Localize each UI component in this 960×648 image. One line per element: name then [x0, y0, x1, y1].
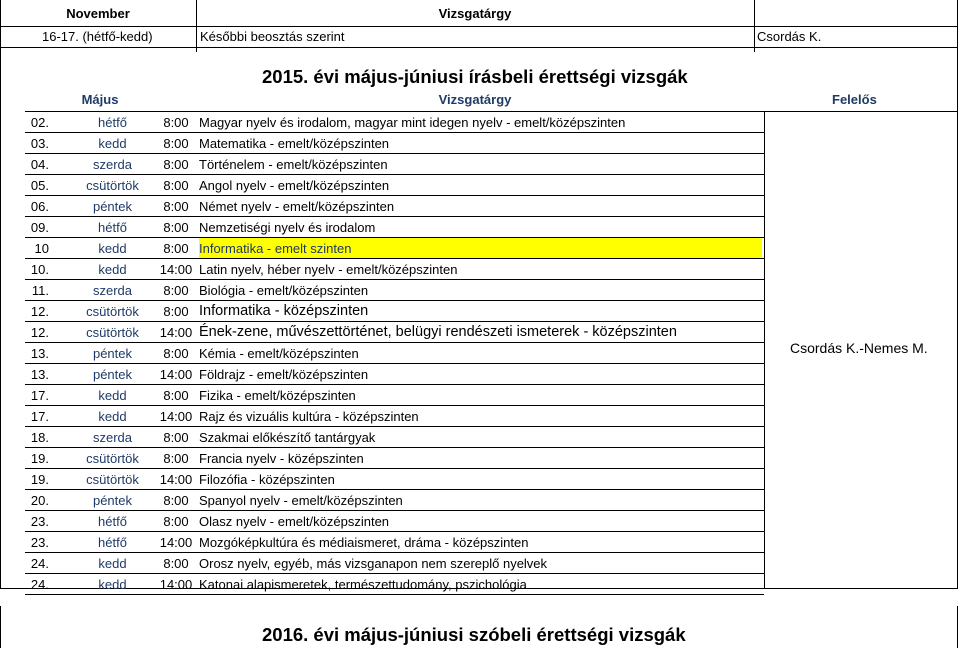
row-day: 09. [30, 220, 49, 235]
row-subject: Rajz és vizuális kultúra - középszinten [199, 409, 419, 424]
title-2015: 2015. évi május-júniusi írásbeli érettségi vizsgák [262, 66, 688, 87]
row-time: 8:00 [163, 556, 189, 571]
row-subject: Magyar nyelv és irodalom, magyar mint idegen nyelv - emelt/középszinten [199, 115, 626, 130]
col-exam: Vizsgatárgy [438, 92, 512, 107]
row-time: 8:00 [163, 283, 189, 298]
row-subject: Francia nyelv - középszinten [199, 451, 364, 466]
row-time: 8:00 [163, 430, 189, 445]
table-row [25, 406, 763, 427]
table-row [25, 112, 763, 133]
row-weekday: kedd [98, 241, 127, 256]
row-time: 14:00 [159, 535, 193, 550]
table-row [25, 133, 763, 154]
row-subject: Matematika - emelt/középszinten [199, 136, 390, 151]
row-time: 8:00 [163, 514, 189, 529]
table-row [25, 427, 763, 448]
table-row [25, 280, 763, 301]
row-weekday: péntek [92, 199, 133, 214]
header-schedule: Későbbi beosztás szerint [200, 29, 345, 44]
row-subject: Biológia - emelt/középszinten [199, 283, 369, 298]
row-day: 05. [30, 178, 49, 193]
row-subject: Filozófia - középszinten [199, 472, 335, 487]
row-time: 14:00 [159, 472, 193, 487]
row-day: 18. [30, 430, 49, 445]
header-responsible: Csordás K. [757, 29, 822, 44]
row-day: 10 [34, 241, 49, 256]
row-subject: Fizika - emelt/középszinten [199, 388, 356, 403]
table-row [25, 448, 763, 469]
row-time: 8:00 [163, 136, 189, 151]
row-weekday: hétfő [98, 514, 127, 529]
table-row [25, 511, 763, 532]
row-time: 8:00 [163, 199, 189, 214]
row-day: 11. [31, 283, 49, 298]
row-time: 8:00 [163, 241, 189, 256]
table-row [25, 238, 763, 259]
row-day: 06. [30, 199, 49, 214]
row-subject: Történelem - emelt/középszinten [199, 157, 388, 172]
border-resp-col [764, 112, 765, 588]
row-subject: Kémia - emelt/középszinten [199, 346, 359, 361]
table-row [25, 301, 763, 322]
table-row [25, 217, 763, 238]
row-weekday: kedd [98, 556, 127, 571]
row-day: 12. [30, 304, 49, 319]
row-weekday: kedd [98, 262, 127, 277]
table-row [25, 175, 763, 196]
row-weekday: szerda [92, 430, 133, 445]
row-weekday: kedd [98, 409, 127, 424]
row-time: 8:00 [163, 304, 189, 319]
row-weekday: csütörtök [86, 178, 139, 193]
row-day: 04. [30, 157, 49, 172]
row-subject: Katonai alapismeretek, természettudomány, pszichológia [199, 577, 527, 592]
row-border [25, 594, 764, 595]
row-day: 02. [30, 115, 49, 130]
table-row [25, 574, 763, 595]
header-date: 16-17. (hétfő-kedd) [42, 29, 153, 44]
table-row [25, 490, 763, 511]
header-month: November [66, 6, 130, 21]
row-time: 8:00 [163, 220, 189, 235]
row-weekday: péntek [92, 493, 133, 508]
table-row [25, 196, 763, 217]
row-weekday: szerda [92, 157, 133, 172]
row-weekday: kedd [98, 136, 127, 151]
row-time: 8:00 [163, 178, 189, 193]
table-row [25, 469, 763, 490]
row-subject: Ének-zene, művészettörténet, belügyi rendészeti ismeterek - középszinten [199, 324, 677, 340]
row-subject: Latin nyelv, héber nyelv - emelt/középszinten [199, 262, 458, 277]
row-subject: Orosz nyelv, egyéb, más vizsganapon nem szereplő nyelvek [199, 556, 548, 571]
row-day: 23. [30, 514, 49, 529]
row-day: 17. [30, 388, 49, 403]
row-subject: Szakmai előkészítő tantárgyak [199, 430, 376, 445]
row-weekday: kedd [98, 577, 127, 592]
border-left-2015 [0, 47, 1, 589]
row-subject: Földrajz - emelt/középszinten [199, 367, 369, 382]
row-day: 19. [30, 451, 49, 466]
table-row [25, 154, 763, 175]
table-row [25, 364, 763, 385]
row-subject: Mozgóképkultúra és médiaismeret, dráma - középszinten [199, 535, 529, 550]
row-time: 14:00 [159, 409, 193, 424]
row-subject: Informatika - középszinten [199, 303, 369, 319]
row-weekday: csütörtök [86, 325, 139, 340]
row-time: 8:00 [163, 493, 189, 508]
row-day: 23. [30, 535, 49, 550]
col-month: Május [81, 92, 119, 107]
row-time: 8:00 [163, 115, 189, 130]
row-day: 12. [30, 325, 49, 340]
header-exam: Vizsgatárgy [438, 6, 512, 21]
row-time: 8:00 [163, 388, 189, 403]
row-time: 14:00 [159, 325, 193, 340]
row-day: 17. [30, 409, 49, 424]
row-weekday: csütörtök [86, 304, 139, 319]
row-time: 14:00 [159, 367, 193, 382]
row-day: 03. [30, 136, 49, 151]
row-weekday: csütörtök [86, 451, 139, 466]
title-2016: 2016. évi május-júniusi szóbeli érettségi vizsgák [262, 624, 686, 645]
row-weekday: péntek [92, 346, 133, 361]
row-time: 8:00 [163, 451, 189, 466]
row-weekday: péntek [92, 367, 133, 382]
row-subject: Spanyol nyelv - emelt/középszinten [199, 493, 403, 508]
table-row [25, 532, 763, 553]
row-subject: Német nyelv - emelt/középszinten [199, 199, 395, 214]
row-day: 19. [30, 472, 49, 487]
row-day: 13. [30, 346, 49, 361]
row-time: 14:00 [159, 577, 193, 592]
border-h2 [0, 47, 958, 48]
row-subject: Informatika - emelt szinten [199, 238, 762, 259]
table-row [25, 259, 763, 280]
table-row [25, 553, 763, 574]
table-row [25, 322, 763, 343]
row-subject: Nemzetiségi nyelv és irodalom [199, 220, 376, 235]
row-day: 20. [30, 493, 49, 508]
table-row [25, 385, 763, 406]
row-weekday: csütörtök [86, 472, 139, 487]
row-day: 24. [30, 577, 49, 592]
row-day: 10. [30, 262, 49, 277]
row-subject: Angol nyelv - emelt/középszinten [199, 178, 390, 193]
row-time: 14:00 [159, 262, 193, 277]
row-day: 24. [30, 556, 49, 571]
row-weekday: hétfő [98, 115, 127, 130]
responsible-name: Csordás K.-Nemes M. [790, 340, 928, 356]
col-responsible: Felelős [832, 92, 877, 107]
row-time: 8:00 [163, 346, 189, 361]
border-right-2015 [957, 47, 958, 589]
table-row [25, 343, 763, 364]
row-subject: Olasz nyelv - emelt/középszinten [199, 514, 390, 529]
row-time: 8:00 [163, 157, 189, 172]
row-weekday: kedd [98, 388, 127, 403]
row-weekday: szerda [92, 283, 133, 298]
row-day: 13. [30, 367, 49, 382]
border-right-2016 [957, 606, 958, 648]
border-left-2016 [0, 606, 1, 648]
row-weekday: hétfő [98, 220, 127, 235]
row-weekday: hétfő [98, 535, 127, 550]
